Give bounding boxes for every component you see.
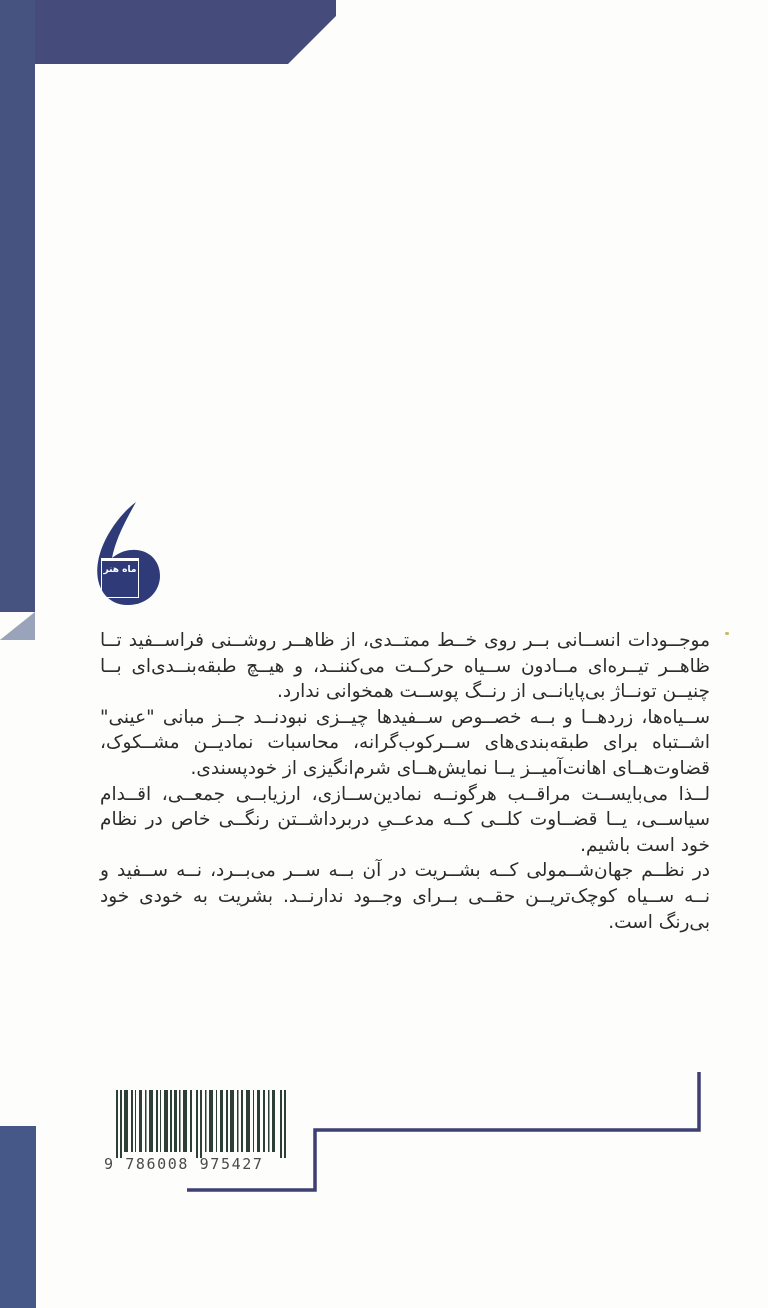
blurb-paragraph-1: موجــودات انســانی بــر روی خــط ممتــدی، از ظاهــر روشــنی فراســفید تــا ظاهــر تیــره‌ای مــادون ســیاه حرکــت می‌کننــد، و هیــچ طبقه‌بنــدی‌ای بــا چنیــن تونــاژ بی‌پایانــی از رنــگ پوســت همخوانی ندارد.: [100, 630, 710, 703]
blurb-paragraph-4: در نظــم جهان‌شــمولی کــه بشــریت در آن بــه ســر می‌بــرد، نــه ســفید و نــه ســیاه کوچک‌تریــن حقــی بــرای وجــود ندارنــد. بشریت به خودی خود بی‌رنگ است.: [100, 860, 710, 933]
blurb-paragraph-3: لــذا می‌بایســت مراقــب هرگونــه نمادین‌ســازی، ارزیابــی جمعــی، اقــدام سیاســی، یــا قضــاوت کلــی کــه مدعــیِ دربرداشــتن رنگــی خاص در نظام خود است باشیم.: [100, 783, 710, 856]
speck: [725, 632, 729, 635]
barcode-icon: [112, 1090, 292, 1158]
blurb-paragraph-2: ســیاه‌ها، زردهــا و بــه خصــوص ســفیدها چیــزی نبودنــد جــز مبانی "عینی" اشــتباه برای طبقه‌بندی‌های ســرکوب‌گرانه، محاسبات نمادیــن مشــکوک، قضاوت‌هــای اهانت‌آمیــز یــا نمایش‌هــای شرم‌انگیزی از خودپسندی.: [100, 706, 710, 779]
isbn-number: 9 786008 975427: [104, 1155, 264, 1173]
bottom-left-block: [0, 1126, 36, 1308]
back-cover-blurb: [100, 628, 710, 935]
left-strip-shade: [0, 0, 35, 640]
publisher-logo-label: ماه هنر: [101, 558, 139, 598]
